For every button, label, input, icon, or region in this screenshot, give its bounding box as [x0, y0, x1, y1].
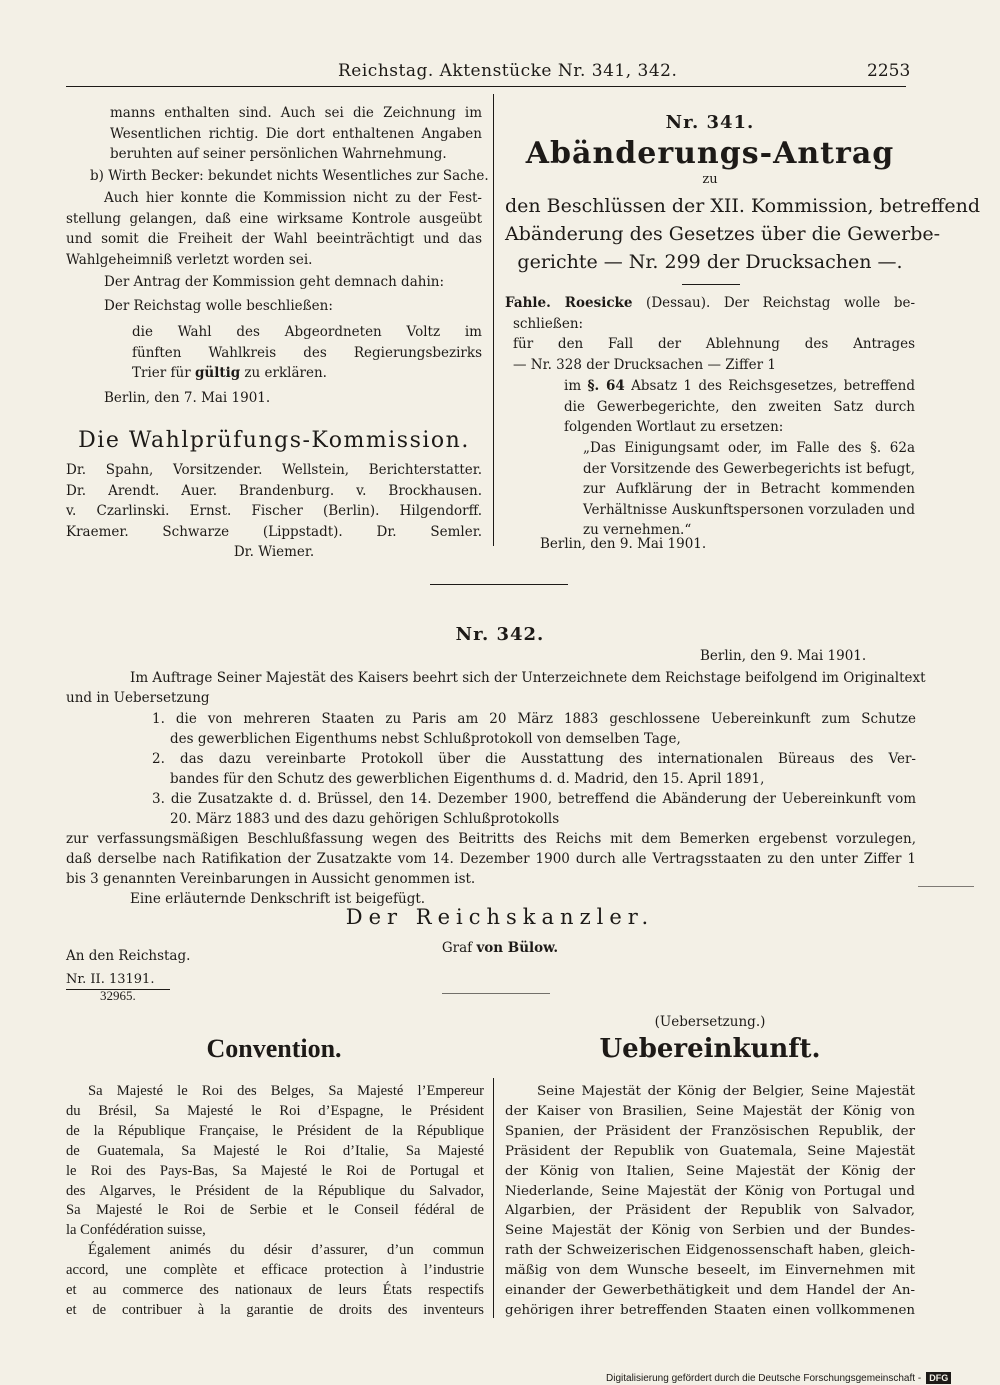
- text-line: Wesentlichen richtig. Die dort enthaltenen Angaben: [110, 125, 482, 142]
- text-line: gehörigen ihrer betreffenden Staaten einen vollkommenen: [505, 1302, 915, 1318]
- list-item-line: 1. die von mehreren Staaten zu Paris am 20 März 1883 geschlossene Uebereinkunft zum Schutze: [152, 711, 916, 727]
- members-line: Dr. Spahn, Vorsitzender. Wellstein, Berichterstatter.: [66, 462, 482, 478]
- list-item-line: 20. März 1883 und des dazu gehörigen Schlußprotokolls: [170, 811, 560, 827]
- text-line: Algarbien, der Präsident der Republik von Salvador,: [505, 1203, 915, 1219]
- reference-number-2: 32965.: [100, 988, 136, 1003]
- text-line: de la République Française, le Président de la République: [66, 1122, 484, 1139]
- paragraph-clause: [564, 376, 915, 438]
- column-divider-2: [493, 1078, 494, 1318]
- addressee: An den Reichstag.: [66, 948, 191, 964]
- text-line: und somit die Freiheit der Wahl beeinträchtigt und das: [66, 231, 482, 248]
- witness-b: b) Wirth Becker: bekundet nichts Wesentliches zur Sache.: [90, 168, 489, 184]
- text-line: Wahlgeheimniß verletzt worden sei.: [66, 251, 313, 268]
- commission-title: Die Wahlprüfungs-Kommission.: [78, 428, 470, 453]
- text-line: der Kaiser von Brasilien, Seine Majestät der König von: [505, 1103, 915, 1119]
- motion-authors: Fahle. Roesicke: [505, 295, 633, 311]
- text-line: Spanien, der Präsident der Französischen Republik, der: [505, 1123, 915, 1139]
- findings-paragraph: [66, 188, 482, 270]
- text-line: Im Auftrage Seiner Majestät des Kaisers beehrt sich der Unterzeichnete dem Reichstage beifolgend im Originaltext: [130, 670, 926, 686]
- letter-closing: [66, 829, 916, 889]
- text-line: accord, une complète et efficace protection à l’industrie: [66, 1262, 484, 1279]
- letter-date: Berlin, den 9. Mai 1901.: [700, 648, 867, 664]
- emphasis-valid: gültig: [194, 365, 241, 382]
- text-line: Trier für gültig zu erklären.: [132, 365, 327, 382]
- text-line: daß derselbe nach Ratifikation der Zusatzakte vom 14. Dezember 1900 durch alle Vertragsstaaten zu den unter Ziffer 1: [66, 851, 916, 867]
- subtitle-line: gerichte — Nr. 299 der Drucksachen —.: [517, 251, 903, 273]
- text-line: folgenden Wortlaut zu ersetzen:: [564, 419, 784, 436]
- letter-intro: [66, 668, 926, 708]
- text-line: der König von Italien, Seine Majestät der König der: [505, 1163, 915, 1179]
- signature-name: von Bülow.: [476, 940, 559, 956]
- text-line: rath der Schweizerischen Eidgenossenschaft haben, gleich-: [505, 1243, 915, 1259]
- text-line: einander der Gewerbethätigkeit und dem Handel der An-: [505, 1283, 915, 1299]
- text-line: et de contribuer à la garantie de droits des inventeurs: [66, 1301, 484, 1318]
- text-line: und in Uebersetzung: [66, 690, 210, 706]
- text-line: et au commerce des nationaux de leurs États respectifs: [66, 1282, 484, 1299]
- text-line: „Das Einigungsamt oder, im Falle des §. 62a: [583, 440, 915, 456]
- quoted-wording: [583, 438, 915, 541]
- members-last: Dr. Wiemer.: [233, 544, 315, 560]
- list-item-line: 3. die Zusatzakte d. d. Brüssel, den 14. Dezember 1900, betreffend die Abänderung der Uebereinkunft vom: [152, 791, 916, 807]
- short-rule: [682, 284, 740, 285]
- signature-title: Der Reichskanzler.: [345, 905, 655, 929]
- text-line: Seine Majestät der König von Serbien und der Bundes-: [505, 1223, 915, 1239]
- list-item-line: bandes für den Schutz des gewerblichen Eigenthums d. d. Madrid, den 15. April 1891,: [170, 771, 765, 787]
- list-item-line: 2. das dazu vereinbarte Protokoll über die Ausstattung des internationalen Büreaus des Ver-: [152, 751, 916, 767]
- page-number: 2253: [867, 61, 911, 81]
- commission-members: [66, 460, 482, 542]
- section-rule: [430, 584, 568, 585]
- text-line: schließen:: [513, 315, 584, 332]
- subtitle-line: den Beschlüssen der XII. Kommission, betreffend: [505, 195, 981, 217]
- text-line: des Algarves, le Président de la République du Salvador,: [66, 1182, 484, 1199]
- signature-line: Graf von Bülow.: [441, 940, 559, 956]
- text-line: fünften Wahlkreis des Regierungsbezirks: [132, 344, 482, 361]
- text-line: der Vorsitzende des Gewerbegerichts ist befugt,: [583, 460, 915, 477]
- resolution-text: [132, 322, 482, 384]
- memo-note: Eine erläuternde Denkschrift ist beigefügt.: [130, 891, 426, 907]
- text-line: Sa Majesté le Roi des Belges, Sa Majesté l’Empereur: [88, 1083, 484, 1099]
- text-line: Sa Majesté le Roi de Serbie et le Conseil fédéral de: [66, 1202, 484, 1219]
- text-line: Seine Majestät der König der Belgier, Seine Majestät: [537, 1084, 915, 1099]
- text-line: zur verfassungsmäßigen Beschlußfassung wegen des Beitritts des Reichs mit dem Bemerken ergebenst vorzulegen,: [66, 831, 916, 847]
- text-line: die Gewerbegerichte, den zweiten Satz durch: [564, 398, 915, 415]
- members-line: v. Czarlinski. Ernst. Fischer (Berlin). Hilgendorff.: [66, 503, 482, 520]
- subtitle-line: Abänderung des Gesetzes über die Gewerbe-: [505, 223, 941, 245]
- text-line: stellung gelangen, daß eine wirksame Kontrole ausgeübt: [66, 210, 482, 227]
- text-line: Également animés du désir d’assurer, d’un commun: [88, 1242, 484, 1259]
- text-line: mäßig von dem Wunsche beseelt, im Einvernehmen mit: [505, 1263, 915, 1279]
- text-line: la Confédération suisse,: [66, 1222, 206, 1239]
- text-line: le Roi des Pays-Bas, Sa Majesté le Roi de Portugal et: [66, 1162, 484, 1179]
- report-closing-paragraph: [110, 103, 482, 165]
- motion-formula: Der Reichstag wolle beschließen:: [104, 298, 333, 314]
- text-line: zu vernehmen.“: [583, 522, 692, 539]
- text-line: du Brésil, Sa Majesté le Roi d’Espagne, le Président: [66, 1102, 484, 1119]
- text-line: manns enthalten sind. Auch sei die Zeichnung im: [110, 105, 482, 121]
- motion-intro: Der Antrag der Kommission geht demnach dahin:: [104, 274, 445, 290]
- amendment-title: Abänderungs-Antrag: [525, 136, 895, 171]
- text-line: de Guatemala, Sa Majesté le Roi d’Italie, Sa Majesté: [66, 1142, 484, 1159]
- text-line: Verhältnisse Auskunftspersonen vorzuladen und: [583, 501, 915, 518]
- members-line: Kraemer. Schwarze (Lippstadt). Dr. Semler.: [66, 523, 482, 540]
- text-line: zur Aufklärung der in Betracht kommenden: [583, 481, 915, 498]
- text-line: die Wahl des Abgeordneten Voltz im: [132, 324, 482, 340]
- reference-number: Nr. II. 13191.: [66, 972, 155, 987]
- list-item-line: des gewerblichen Eigenthums nebst Schlußprotokoll von demselben Tage,: [170, 731, 681, 747]
- nr-342: Nr. 342.: [455, 624, 545, 645]
- commission-date: Berlin, den 7. Mai 1901.: [104, 390, 271, 406]
- text-line: — Nr. 328 der Drucksachen — Ziffer 1: [513, 356, 776, 373]
- section-ref: §. 64: [587, 378, 625, 394]
- text-line: Niederlande, Seine Majestät der König von Portugal und: [505, 1183, 915, 1199]
- convention-title-de: Uebereinkunft.: [599, 1034, 821, 1064]
- text-line: bis 3 genannten Vereinbarungen in Aussicht genommen ist.: [66, 871, 476, 887]
- header-rule: [66, 86, 906, 87]
- text-line: Präsident der Republik von Guatemala, Seine Majestät: [505, 1143, 915, 1159]
- dfg-logo: DFG: [926, 1372, 951, 1384]
- short-rule-2: [442, 993, 550, 994]
- convention-text-de: [505, 1082, 915, 1321]
- convention-text-fr: [66, 1082, 484, 1321]
- enclosures-list: [152, 709, 916, 829]
- case-clause: [513, 334, 915, 375]
- footer-credit: Digitalisierung gefördert durch die Deutsche Forschungsgemeinschaft -: [606, 1373, 922, 1384]
- motion-paragraph: [505, 293, 915, 334]
- text-line: für den Fall der Ablehnung des Antrages: [513, 336, 915, 352]
- column-divider: [493, 94, 494, 546]
- text-line: im §. 64 Absatz 1 des Reichsgesetzes, betreffend: [564, 378, 915, 394]
- text-line: Fahle. Roesicke (Dessau). Der Reichstag wolle be-: [505, 295, 916, 311]
- nr-341: Nr. 341.: [665, 112, 755, 133]
- text-line: Auch hier konnte die Kommission nicht zu der Fest-: [104, 190, 482, 206]
- convention-title-fr: Convention.: [206, 1034, 342, 1063]
- amendment-zu: zu: [702, 172, 718, 187]
- text-line: beruhten auf seiner persönlichen Wahrnehmung.: [110, 146, 447, 163]
- running-title: Reichstag. Aktenstücke Nr. 341, 342.: [338, 61, 678, 81]
- digitization-footer: [606, 1366, 951, 1385]
- translation-note: (Uebersetzung.): [654, 1014, 766, 1030]
- amendment-date: Berlin, den 9. Mai 1901.: [540, 536, 707, 552]
- members-line: Dr. Arendt. Auer. Brandenburg. v. Brockhausen.: [66, 482, 482, 499]
- amendment-subtitle: [505, 192, 981, 276]
- margin-mark: [918, 886, 974, 887]
